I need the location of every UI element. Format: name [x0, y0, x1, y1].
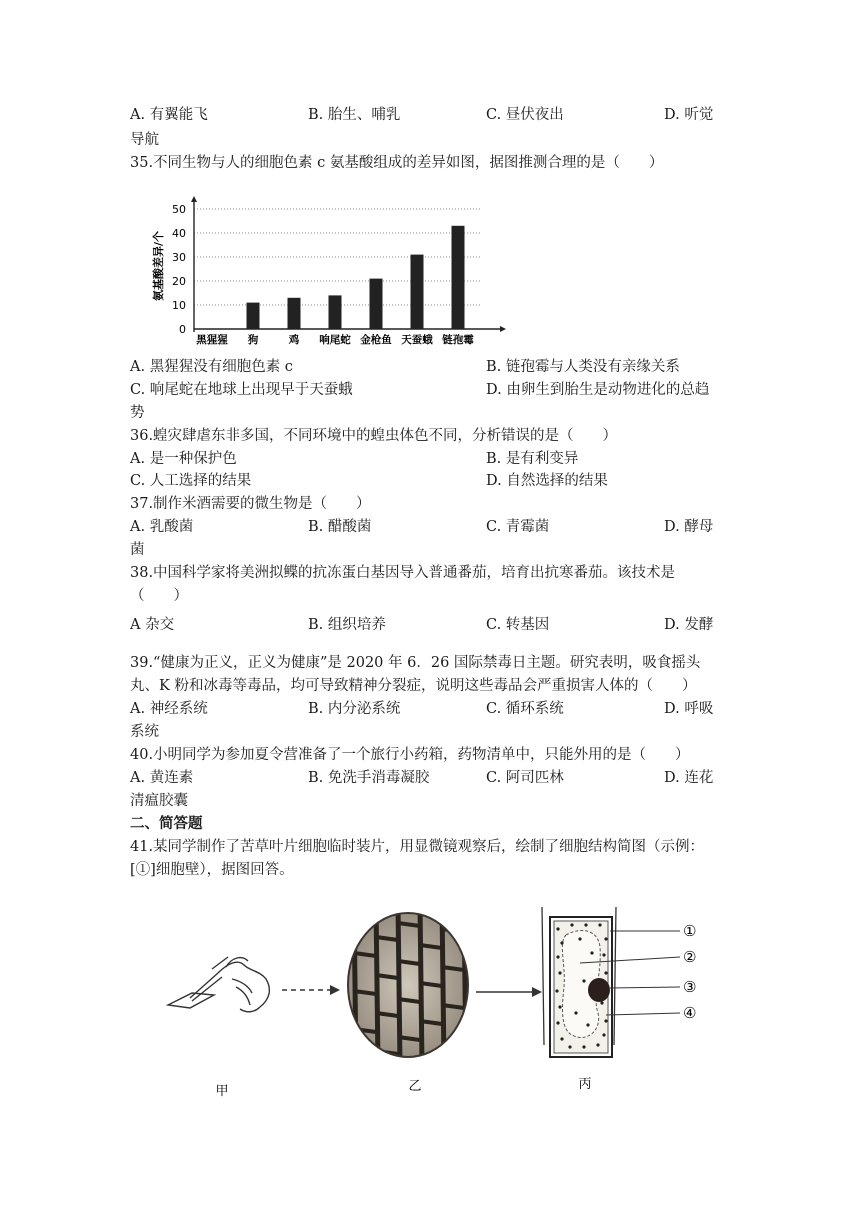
q38-option-a: A 杂交 — [130, 617, 175, 633]
q41-stem-cont: [①]细胞壁），据图回答。 — [130, 862, 294, 878]
bar-3 — [329, 295, 342, 329]
q41-stem: 41.某同学制作了苦草叶片细胞临时装片，用显微镜观察后，绘制了细胞结构简图（示例： — [130, 839, 705, 855]
q38-option-d: D. 发酵 — [664, 617, 714, 633]
q39-option-c: C. 循环系统 — [486, 701, 564, 717]
q38-stem: 38.中国科学家将美洲拟鲽的抗冻蛋白基因导入普通番茄，培育出抗寒番茄。该技术是 — [130, 565, 676, 581]
q40-option-d-cont: 清瘟胶囊 — [130, 793, 188, 809]
q35-option-d: D. 由卵生到胎生是动物进化的总趋 — [486, 382, 710, 398]
marker-1: ① — [683, 922, 697, 940]
q38-option-b: B. 组织培养 — [308, 617, 386, 633]
q35-stem: 35.不同生物与人的细胞色素 c 氨基酸组成的差异如图，据图推测合理的是（ ） — [130, 155, 664, 171]
x-tick-label: 响尾蛇 — [319, 334, 351, 346]
x-tick-label: 天蚕蛾 — [401, 334, 433, 346]
y-axis-arrow — [191, 196, 197, 202]
section-heading: 二、简答题 — [130, 815, 203, 832]
q34-option-c: C. 昼伏夜出 — [486, 107, 564, 123]
q40-stem: 40.小明同学为参加夏令营准备了一个旅行小药箱，药物清单中，只能外用的是（ ） — [130, 747, 690, 763]
bar-2 — [288, 298, 301, 329]
x-tick-label: 链孢霉 — [442, 334, 474, 346]
q39-option-a: A. 神经系统 — [130, 701, 208, 717]
q40-option-b: B. 免洗手消毒凝胶 — [308, 770, 430, 786]
q35-option-c: C. 响尾蛇在地球上出现早于天蚕蛾 — [130, 382, 353, 398]
x-tick-label: 金枪鱼 — [360, 334, 392, 346]
y-tick-label: 30 — [172, 251, 186, 264]
y-tick-label: 10 — [172, 299, 186, 312]
amino-acid-bar-chart — [150, 196, 510, 346]
q36-option-c: C. 人工选择的结果 — [130, 473, 252, 489]
q38-stem-cont: （ ） — [130, 588, 188, 604]
dashed-arrow — [282, 985, 340, 995]
chart-gridlines — [194, 209, 480, 305]
y-axis-label: 氨基酸差异/个 — [152, 230, 165, 302]
q37-option-b: B. 醋酸菌 — [308, 519, 372, 535]
q39-option-d-cont: 系统 — [130, 724, 159, 740]
q34-option-d: D. 听觉 — [664, 107, 714, 123]
q36-option-a: A. 是一种保护色 — [130, 451, 237, 467]
q39-option-b: B. 内分泌系统 — [308, 701, 401, 717]
x-tick-label: 鸡 — [288, 334, 300, 346]
q39-stem-cont: 丸、K 粉和冰毒等毒品，均可导致精神分裂症，说明这些毒品会严重损害人体的（ ） — [130, 678, 697, 694]
q40-option-a: A. 黄连素 — [130, 770, 194, 786]
q39-option-d: D. 呼吸 — [664, 701, 714, 717]
marker-3: ③ — [683, 978, 697, 996]
solid-arrow — [476, 987, 542, 997]
q34-option-b: B. 胎生、哺乳 — [308, 107, 401, 123]
x-axis-arrow — [500, 326, 506, 332]
q37-stem: 37.制作米酒需要的微生物是（ ） — [130, 496, 371, 512]
y-tick-label: 40 — [172, 227, 186, 240]
y-tick-label: 20 — [172, 275, 186, 288]
q37-option-a: A. 乳酸菌 — [130, 519, 194, 535]
bar-5 — [411, 255, 424, 329]
cell-figures — [140, 895, 740, 1105]
marker-2: ② — [683, 948, 697, 966]
q35-option-a: A. 黑猩猩没有细胞色素 c — [130, 359, 293, 375]
hand-slide-drawing — [168, 957, 269, 1012]
q39-stem: 39.“健康为正义，正义为健康”是 2020 年 6．26 国际禁毒日主题。研究表明，吸食摇头 — [130, 655, 701, 671]
q35-option-b: B. 链孢霉与人类没有亲缘关系 — [486, 359, 680, 375]
q40-option-c: C. 阿司匹林 — [486, 770, 564, 786]
q37-option-d-cont: 菌 — [130, 542, 145, 558]
microscope-view — [348, 905, 468, 1065]
nucleus — [588, 978, 610, 1002]
caption-bing: 丙 — [578, 1077, 592, 1092]
y-tick-label: 50 — [172, 203, 186, 216]
marker-4: ④ — [683, 1004, 697, 1022]
y-tick-label: 0 — [179, 323, 186, 336]
q34-option-d-cont: 导航 — [130, 132, 159, 148]
q37-option-c: C. 青霉菌 — [486, 519, 550, 535]
q35-option-d-cont: 势 — [130, 405, 145, 421]
plant-cell-diagram — [542, 907, 696, 1057]
caption-jia: 甲 — [215, 1084, 229, 1099]
x-tick-label: 狗 — [247, 334, 259, 346]
x-tick-label: 黑猩猩 — [196, 334, 228, 346]
q40-option-d: D. 连花 — [664, 770, 714, 786]
bar-4 — [370, 279, 383, 329]
q36-option-b: B. 是有利变异 — [486, 451, 579, 467]
q36-option-d: D. 自然选择的结果 — [486, 473, 608, 489]
caption-yi: 乙 — [408, 1079, 422, 1094]
bar-1 — [247, 303, 260, 329]
q38-option-c: C. 转基因 — [486, 617, 550, 633]
q37-option-d: D. 酵母 — [664, 519, 714, 535]
q36-stem: 36.蝗灾肆虐东非多国，不同环境中的蝗虫体色不同，分析错误的是（ ） — [130, 428, 618, 444]
q34-option-a: A. 有翼能飞 — [130, 107, 208, 123]
bar-6 — [452, 226, 465, 329]
